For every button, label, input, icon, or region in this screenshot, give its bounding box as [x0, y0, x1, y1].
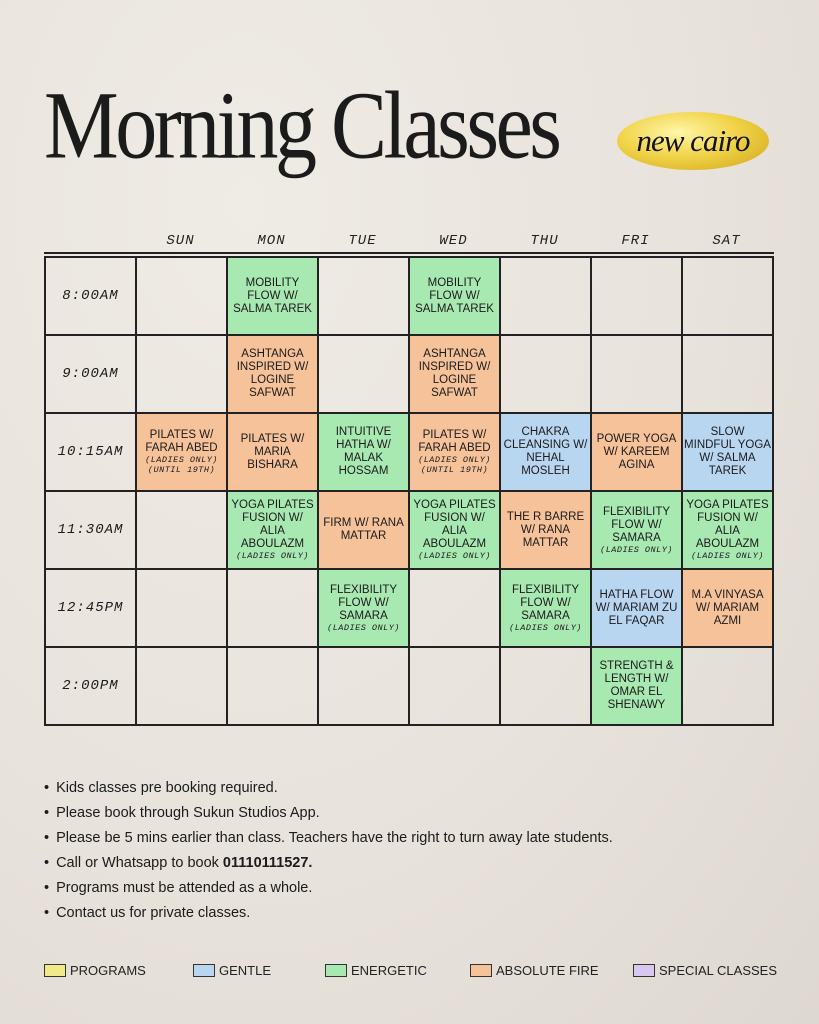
class-note: (LADIES ONLY)	[509, 622, 582, 633]
time-slot-cell	[46, 258, 137, 336]
day-header-sun: SUN	[166, 233, 195, 249]
legend-swatch	[193, 964, 215, 977]
note-item	[44, 776, 613, 801]
time-slot-cell	[46, 492, 137, 570]
empty-cell	[319, 648, 410, 726]
class-cell	[410, 492, 501, 570]
class-note: (LADIES ONLY)	[145, 455, 218, 465]
class-name: ASHTANGA INSPIRED W/ LOGINE SAFWAT	[236, 348, 309, 399]
class-cell	[683, 570, 774, 648]
time-label: 9:00AM	[62, 366, 119, 382]
empty-cell	[410, 570, 501, 648]
class-name: PILATES W/ FARAH ABED	[145, 429, 218, 454]
legend-label: PROGRAMS	[70, 963, 146, 978]
time-label: 11:30AM	[57, 522, 124, 538]
class-name: YOGA PILATES FUSION W/ ALIA ABOULAZM	[686, 499, 769, 550]
class-cell	[228, 414, 319, 492]
class-note: (LADIES ONLY)	[236, 551, 309, 561]
day-header-sat: SAT	[712, 233, 741, 249]
legend-swatch	[325, 964, 347, 977]
empty-cell	[501, 648, 592, 726]
class-name: SLOW MINDFUL YOGA W/ SALMA TAREK	[684, 426, 771, 477]
class-cell	[319, 414, 410, 492]
note-text: Contact us for private classes.	[56, 905, 251, 921]
class-cell	[228, 492, 319, 570]
class-name: FLEXIBILITY FLOW W/ SAMARA	[602, 505, 671, 544]
class-note: (UNTIL 19TH)	[147, 465, 216, 475]
empty-cell	[501, 258, 592, 336]
class-cell	[228, 258, 319, 336]
class-cell	[501, 414, 592, 492]
legend-swatch	[470, 964, 492, 977]
note-item	[44, 851, 613, 876]
class-cell	[319, 492, 410, 570]
empty-cell	[137, 570, 228, 648]
empty-cell	[137, 492, 228, 570]
class-cell	[410, 414, 501, 492]
class-cell	[683, 414, 774, 492]
legend-label: ENERGETIC	[351, 963, 427, 978]
empty-cell	[683, 336, 774, 414]
class-name: HATHA FLOW W/ MARIAM ZU EL FAQAR	[595, 588, 678, 627]
class-name: INTUITIVE HATHA W/ MALAK HOSSAM	[335, 426, 392, 477]
class-note: (LADIES ONLY)	[691, 551, 764, 561]
day-header-tue: TUE	[348, 233, 377, 249]
empty-cell	[501, 336, 592, 414]
legend-item	[325, 963, 427, 978]
empty-cell	[137, 336, 228, 414]
empty-cell	[137, 258, 228, 336]
empty-cell	[319, 258, 410, 336]
schedule-grid	[44, 256, 774, 726]
note-text: Kids classes pre booking required.	[56, 780, 278, 796]
empty-cell	[228, 570, 319, 648]
note-text: Programs must be attended as a whole.	[56, 880, 313, 896]
header-divider	[44, 252, 774, 254]
class-name: M.A VINYASA W/ MARIAM AZMI	[691, 588, 764, 627]
class-cell	[592, 648, 683, 726]
empty-cell	[592, 336, 683, 414]
time-slot-cell	[46, 648, 137, 726]
empty-cell	[683, 258, 774, 336]
class-name: POWER YOGA W/ KAREEM AGINA	[596, 432, 677, 471]
class-name: FLEXIBILITY FLOW W/ SAMARA	[511, 583, 580, 622]
class-note: (UNTIL 19TH)	[420, 465, 489, 475]
class-note: (LADIES ONLY)	[600, 544, 673, 555]
class-name: FLEXIBILITY FLOW W/ SAMARA	[329, 583, 398, 622]
class-cell	[319, 570, 410, 648]
class-cell	[410, 336, 501, 414]
note-text: Call or Whatsapp to book	[56, 855, 223, 871]
class-cell	[228, 336, 319, 414]
legend-swatch	[633, 964, 655, 977]
empty-cell	[137, 648, 228, 726]
class-cell	[137, 414, 228, 492]
empty-cell	[592, 258, 683, 336]
time-slot-cell	[46, 414, 137, 492]
legend-label: GENTLE	[219, 963, 272, 978]
day-header-mon: MON	[257, 233, 286, 249]
class-cell	[410, 258, 501, 336]
note-text: Please be 5 mins earlier than class. Teachers have the right to turn away late students.	[56, 830, 613, 846]
phone-number: 01110111527.	[222, 855, 313, 871]
class-cell	[501, 492, 592, 570]
class-name: CHAKRA CLEANSING W/ NEHAL MOSLEH	[503, 426, 588, 477]
class-name: PILATES W/ MARIA BISHARA	[240, 432, 305, 471]
time-label: 10:15AM	[57, 444, 124, 460]
day-header-fri: FRI	[621, 233, 650, 249]
note-item	[44, 876, 613, 901]
time-slot-cell	[46, 336, 137, 414]
class-name: YOGA PILATES FUSION W/ ALIA ABOULAZM	[413, 499, 496, 550]
class-cell	[501, 570, 592, 648]
class-note: (LADIES ONLY)	[327, 622, 400, 633]
legend-item	[44, 963, 146, 978]
legend-item	[470, 963, 599, 978]
class-name: MOBILITY FLOW W/ SALMA TAREK	[415, 276, 494, 315]
class-name: PILATES W/ FARAH ABED	[418, 429, 491, 454]
legend-swatch	[44, 964, 66, 977]
empty-cell	[228, 648, 319, 726]
class-name: STRENGTH & LENGTH W/ OMAR EL SHENAWY	[599, 660, 674, 711]
class-cell	[592, 492, 683, 570]
class-cell	[592, 414, 683, 492]
note-item	[44, 801, 613, 826]
day-header-wed: WED	[439, 233, 468, 249]
class-name: YOGA PILATES FUSION W/ ALIA ABOULAZM	[231, 499, 314, 550]
legend-item	[633, 963, 777, 978]
page-title: Morning Classes	[44, 72, 559, 180]
note-item	[44, 826, 613, 851]
location-badge: new cairo	[617, 112, 769, 170]
time-label: 2:00PM	[62, 678, 119, 694]
notes-list	[44, 776, 613, 926]
legend-item	[193, 963, 271, 978]
class-name: ASHTANGA INSPIRED W/ LOGINE SAFWAT	[418, 348, 491, 399]
note-text: Please book through Sukun Studios App.	[56, 805, 320, 821]
empty-cell	[319, 336, 410, 414]
class-note: (LADIES ONLY)	[418, 455, 491, 465]
class-cell	[592, 570, 683, 648]
legend-label: ABSOLUTE FIRE	[496, 963, 599, 978]
time-slot-cell	[46, 570, 137, 648]
class-cell	[683, 492, 774, 570]
note-item	[44, 901, 613, 926]
time-label: 8:00AM	[62, 288, 119, 304]
class-name: FIRM W/ RANA MATTAR	[323, 517, 404, 542]
time-label: 12:45PM	[57, 600, 124, 616]
day-header-thu: THU	[530, 233, 559, 249]
class-note: (LADIES ONLY)	[418, 551, 491, 561]
legend-label: SPECIAL CLASSES	[659, 963, 778, 978]
class-name: THE R BARRE W/ RANA MATTAR	[506, 510, 585, 549]
empty-cell	[683, 648, 774, 726]
empty-cell	[410, 648, 501, 726]
class-name: MOBILITY FLOW W/ SALMA TAREK	[233, 276, 312, 315]
